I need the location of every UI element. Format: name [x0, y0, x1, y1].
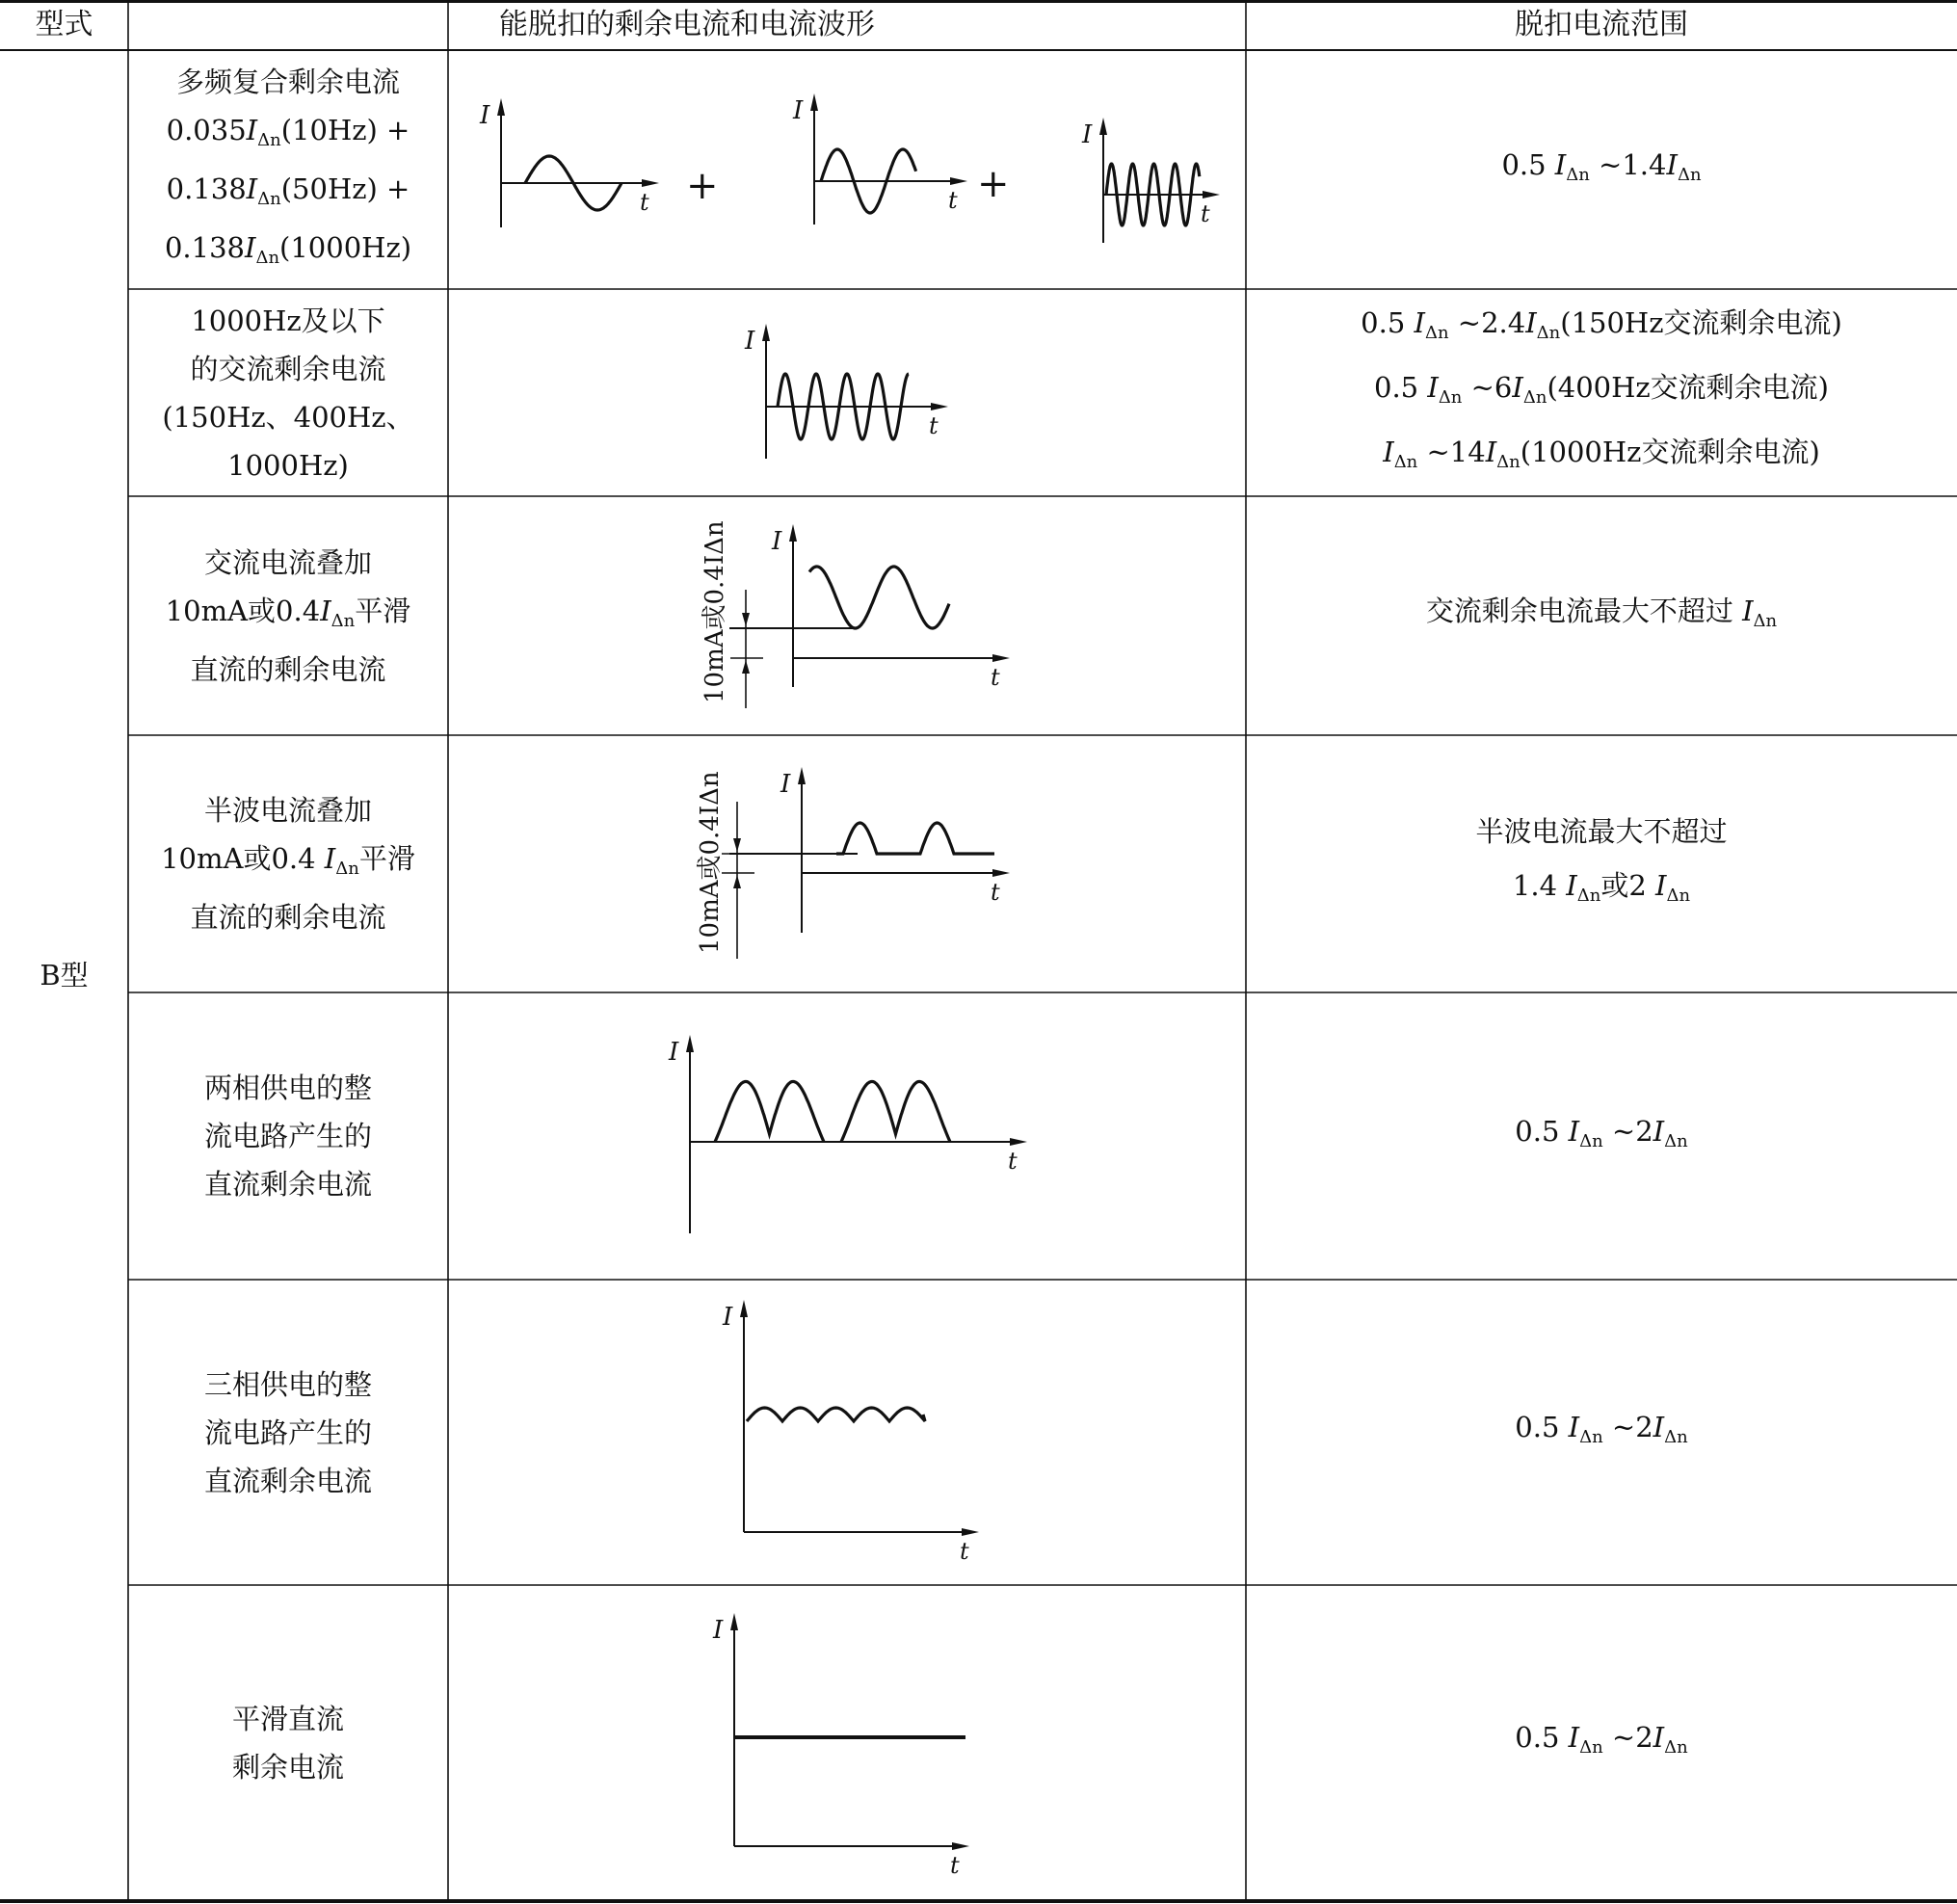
current-symbol: I — [244, 230, 256, 264]
text-segment: ~2 — [1602, 1721, 1653, 1754]
type-label: B型 — [40, 959, 89, 992]
text-segment: 0.5 — [1361, 306, 1415, 339]
text-segment: 0.138 — [166, 172, 247, 205]
text-segment: ~6 — [1462, 371, 1513, 404]
time-axis-label: t — [991, 879, 1000, 906]
row-6-trip-range — [1246, 1280, 1957, 1585]
current-axis-label: I — [480, 101, 490, 130]
text-segment: ~1.4 — [1589, 147, 1667, 181]
text-segment: (150Hz交流剩余电流) — [1560, 306, 1842, 339]
current-symbol: I — [1383, 436, 1394, 468]
plus-sign: + — [977, 162, 1010, 206]
time-axis-label: t — [929, 412, 939, 439]
text-line: 平滑直流 — [231, 1702, 344, 1735]
current-axis-label: I — [745, 327, 755, 356]
text-segment: 0.138 — [164, 230, 245, 264]
text-line: 的交流剩余电流 — [190, 352, 386, 385]
current-symbol: I — [1653, 1114, 1665, 1148]
current-symbol: I — [1427, 371, 1439, 404]
subscript: Δn — [331, 610, 356, 631]
current-symbol: I — [1512, 371, 1523, 404]
row-2-description — [128, 289, 448, 496]
row-2-trip-range — [1246, 289, 1957, 496]
current-axis-label: I — [772, 527, 782, 556]
text-segment: 0.5 — [1515, 1114, 1569, 1148]
current-axis-label: I — [669, 1038, 679, 1067]
text-line: 半波电流最大不超过 — [1475, 815, 1728, 848]
current-symbol: I — [1742, 594, 1754, 627]
text-segment: (1000Hz) — [279, 230, 412, 264]
time-axis-label: t — [640, 189, 649, 216]
text-line: 剩余电流 — [231, 1750, 344, 1784]
text-segment: 交流剩余电流最大不超过 — [1425, 594, 1743, 627]
subscript: Δn — [1579, 1427, 1603, 1447]
current-symbol: I — [1653, 1411, 1665, 1443]
time-axis-label: t — [1008, 1148, 1018, 1175]
current-axis-label: I — [780, 770, 791, 799]
subscript: Δn — [1664, 1130, 1688, 1151]
text-segment: 10mA或0.4 — [165, 594, 321, 627]
offset-label: 10mA或0.4IΔn — [701, 520, 729, 703]
text-line — [1515, 1104, 1687, 1169]
header-waveform: 能脱扣的剩余电流和电流波形 — [499, 8, 875, 41]
subscript: Δn — [1753, 610, 1778, 631]
time-axis-label: t — [1201, 200, 1210, 227]
text-segment: 1.4 — [1512, 869, 1567, 902]
text-line: 1000Hz及以下 — [191, 304, 385, 337]
text-line — [166, 587, 411, 646]
current-axis-label: I — [723, 1303, 733, 1332]
text-line — [1513, 859, 1690, 923]
current-axis-label: I — [793, 96, 804, 125]
text-line: 流电路产生的 — [203, 1120, 372, 1152]
current-symbol: I — [1414, 306, 1425, 339]
current-symbol: I — [246, 113, 258, 146]
text-segment: (1000Hz交流剩余电流) — [1520, 436, 1820, 468]
text-segment: 或2 — [1600, 869, 1655, 902]
text-line — [1361, 296, 1842, 360]
text-segment: 0.5 — [1515, 1721, 1569, 1754]
current-symbol: I — [1666, 147, 1678, 181]
row-3-description — [128, 496, 448, 735]
text-segment: 平滑 — [358, 842, 415, 875]
header-type: 型式 — [35, 8, 93, 41]
current-symbol: I — [320, 594, 331, 627]
text-segment: 0.5 — [1501, 147, 1555, 181]
text-segment: 0.5 — [1374, 371, 1428, 404]
current-symbol: I — [1554, 147, 1567, 181]
text-line — [167, 165, 410, 224]
text-segment: ~14 — [1417, 436, 1486, 468]
text-segment: (50Hz) + — [280, 172, 410, 205]
current-symbol: I — [1568, 1411, 1580, 1443]
current-axis-label: I — [713, 1616, 724, 1645]
text-segment: ~2 — [1602, 1114, 1653, 1148]
subscript: Δn — [257, 188, 281, 209]
text-line: 半波电流叠加 — [203, 794, 372, 827]
row-3-trip-range — [1246, 496, 1957, 735]
subscript: Δn — [335, 859, 359, 879]
text-line: 直流的剩余电流 — [190, 901, 386, 934]
subscript: Δn — [1664, 1427, 1688, 1447]
subscript: Δn — [1664, 1737, 1688, 1758]
text-segment: 10mA或0.4 — [161, 842, 325, 875]
subscript: Δn — [1666, 886, 1691, 906]
header-range: 脱扣电流范围 — [1515, 8, 1688, 41]
subscript: Δn — [1566, 164, 1590, 185]
current-axis-label: I — [1082, 120, 1093, 149]
row-5-description — [128, 992, 448, 1280]
text-line: 交流电流叠加 — [203, 545, 372, 579]
text-line: 直流剩余电流 — [203, 1168, 372, 1201]
current-symbol: I — [1568, 1721, 1580, 1754]
text-segment: ~2.4 — [1448, 306, 1526, 339]
subscript: Δn — [1536, 323, 1561, 343]
text-line — [1515, 1710, 1687, 1775]
subscript: Δn — [1424, 323, 1449, 343]
text-line: 多频复合剩余电流 — [175, 65, 400, 98]
text-line: 直流的剩余电流 — [190, 652, 386, 686]
plus-sign: + — [686, 164, 719, 208]
text-segment: (400Hz交流剩余电流) — [1547, 371, 1829, 404]
subscript: Δn — [255, 247, 280, 268]
row-7-trip-range — [1246, 1585, 1957, 1900]
row-5-trip-range — [1246, 992, 1957, 1280]
text-line — [1426, 584, 1777, 648]
text-line: (150Hz、400Hz、 — [162, 400, 414, 434]
subscript: Δn — [1579, 1737, 1603, 1758]
time-axis-label: t — [991, 664, 1000, 691]
text-segment: 0.5 — [1515, 1411, 1569, 1443]
subscript: Δn — [1576, 886, 1601, 906]
text-line: 1000Hz) — [227, 448, 349, 482]
row-6-description — [128, 1280, 448, 1585]
current-symbol: I — [1655, 869, 1667, 902]
text-line: 两相供电的整 — [203, 1071, 372, 1104]
text-line: 三相供电的整 — [203, 1367, 372, 1401]
current-symbol: I — [1566, 869, 1577, 902]
subscript: Δn — [257, 129, 281, 150]
text-line — [1501, 138, 1701, 202]
current-symbol: I — [246, 172, 258, 205]
current-symbol: I — [324, 842, 336, 875]
text-line — [161, 834, 415, 893]
text-segment: (10Hz) + — [280, 113, 410, 146]
row-1-trip-range — [1246, 50, 1957, 289]
text-segment: 平滑 — [355, 594, 411, 627]
time-axis-label: t — [960, 1538, 969, 1565]
text-line: 流电路产生的 — [203, 1415, 372, 1449]
subscript: Δn — [1677, 164, 1702, 185]
subscript: Δn — [1438, 387, 1463, 408]
current-symbol: I — [1653, 1721, 1665, 1754]
offset-label: 10mA或0.4IΔn — [696, 771, 725, 954]
text-line — [165, 224, 411, 282]
text-line — [1515, 1400, 1687, 1465]
time-axis-label: t — [948, 187, 958, 214]
current-symbol: I — [1525, 306, 1537, 339]
text-segment: ~2 — [1602, 1411, 1653, 1443]
text-line — [1383, 425, 1820, 489]
current-symbol: I — [1485, 436, 1497, 468]
subscript: Δn — [1393, 452, 1418, 472]
subscript: Δn — [1522, 387, 1547, 408]
text-line — [167, 106, 410, 165]
text-line: 直流剩余电流 — [203, 1464, 372, 1497]
row-1-description — [128, 50, 448, 289]
subscript: Δn — [1579, 1130, 1603, 1151]
subscript: Δn — [1496, 452, 1521, 472]
row-4-description — [128, 735, 448, 992]
row-7-description — [128, 1585, 448, 1900]
text-line — [1374, 360, 1829, 425]
row-4-trip-range — [1246, 735, 1957, 992]
current-symbol: I — [1568, 1114, 1580, 1148]
time-axis-label: t — [950, 1852, 960, 1879]
text-segment: 0.035 — [166, 113, 247, 146]
